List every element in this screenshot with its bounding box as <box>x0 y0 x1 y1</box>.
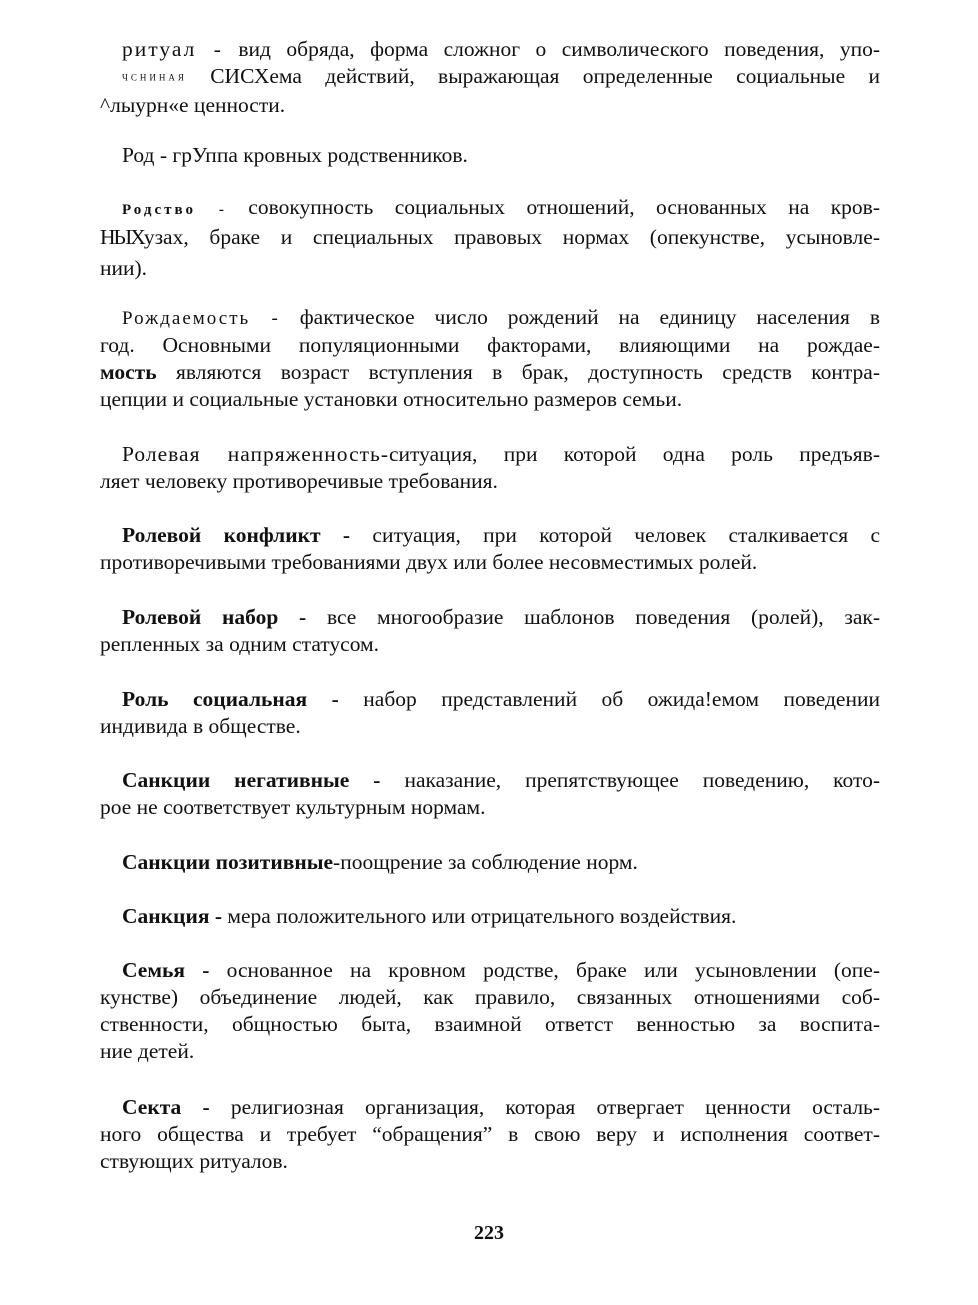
term: Родство - <box>122 202 227 218</box>
entry-ritual <box>100 36 880 119</box>
definition-line: цепции и социальные установки относительно размеров семьи. <box>100 387 683 411</box>
definition-line: набор представлений об ожида!емом поведении <box>363 687 880 711</box>
definition-line: религиозная организация, которая отвергает ценности осталь- <box>230 1095 881 1119</box>
definition-line: рое не соответствует культурным нормам. <box>100 795 486 819</box>
definition-line: ственности, общностью быта, взаимной ответст венностью за воспита- <box>100 1012 880 1036</box>
definition-line: ситуация, при которой одна роль предъяв- <box>388 442 880 466</box>
term: ритуал - <box>122 37 223 61</box>
definition-line: узах, браке и специальных правовых нормах (опекунстве, усыновле- <box>143 225 880 249</box>
definition-fragment: ЧСНИНАЯ <box>122 72 187 83</box>
term: Род - <box>122 143 168 167</box>
term: Семья - <box>122 958 210 982</box>
entry-rolevaya-napryazhennost <box>100 441 880 495</box>
definition-line: кунстве) объединение людей, как правило, связанных отношениями соб- <box>100 985 880 1009</box>
definition-fragment: мость <box>100 360 157 384</box>
definition-line: ствующих ритуалов. <box>100 1149 288 1173</box>
entry-sankciya <box>100 903 880 930</box>
definition-line: ^лыурн«е ценности. <box>100 92 286 117</box>
definition-line: ного общества и требует “обращения” в свою веру и исполнения соответ- <box>100 1122 880 1146</box>
definition: -поощрение за соблюдение норм. <box>333 850 638 874</box>
definition-line: противоречивыми требованиями двух или более несовместимых ролей. <box>100 550 758 574</box>
term: Роль социальная - <box>122 687 339 711</box>
entry-rol-socialnaya <box>100 686 880 740</box>
entry-rodstvo <box>100 194 880 282</box>
definition-line: ляет человеку противоречивые требования. <box>100 469 498 493</box>
definition-line: индивида в обществе. <box>100 714 301 738</box>
definition-line: являются возраст вступления в брак, доступность средств контра- <box>176 360 881 384</box>
entry-rod <box>100 142 880 169</box>
definition-line: основанное на кровном родстве, браке или усыновлении (опе- <box>226 958 881 982</box>
entry-semya <box>100 957 880 1065</box>
page-number: 223 <box>474 1222 504 1244</box>
definition-line: нии). <box>100 256 148 280</box>
definition-line: совокупность социальных отношений, основанных на кров- <box>248 195 880 219</box>
term: Санкции позитивные <box>122 850 334 874</box>
definition-line: все многообразие шаблонов поведения (ролей), зак- <box>326 605 881 629</box>
term: Секта - <box>122 1095 210 1119</box>
definition-line: СИСХема действий, выражающая определенные социальные и <box>210 64 880 88</box>
definition-line: ние детей. <box>100 1039 195 1063</box>
term: Ролевая напряженность- <box>122 442 389 466</box>
definition-line: фактическое число рождений на единицу населения в <box>299 305 881 329</box>
definition-fragment: НЫХ <box>100 225 144 249</box>
definition-line: год. Основными популяционными факторами, влияющими на рождае- <box>100 333 880 357</box>
definition-line: репленных за одним статусом. <box>100 632 380 656</box>
entry-sankcii-pozitivnye <box>100 849 880 876</box>
term: Ролевой конфликт - <box>122 523 351 547</box>
definition-line: вид обряда, форма сложног о символического поведения, упо- <box>238 37 880 61</box>
term: Рождаемость - <box>122 308 280 329</box>
term: Санкции негативные - <box>122 768 381 792</box>
term: Ролевой набор - <box>122 605 307 629</box>
entry-rolevoy-nabor <box>100 604 880 658</box>
entry-sekta <box>100 1094 880 1175</box>
entry-rozhdaemost <box>100 304 880 413</box>
definition: грУппа кровных родственников. <box>172 143 468 167</box>
definition-line: наказание, препятствующее поведению, кото- <box>404 768 881 792</box>
entry-sankcii-negativnye <box>100 767 880 821</box>
definition: мера положительного или отрицательного воздействия. <box>227 904 737 928</box>
definition-line: ситуация, при которой человек сталкивается с <box>372 523 880 547</box>
term: Санкция - <box>122 904 222 928</box>
entry-rolevoy-konflikt <box>100 522 880 576</box>
